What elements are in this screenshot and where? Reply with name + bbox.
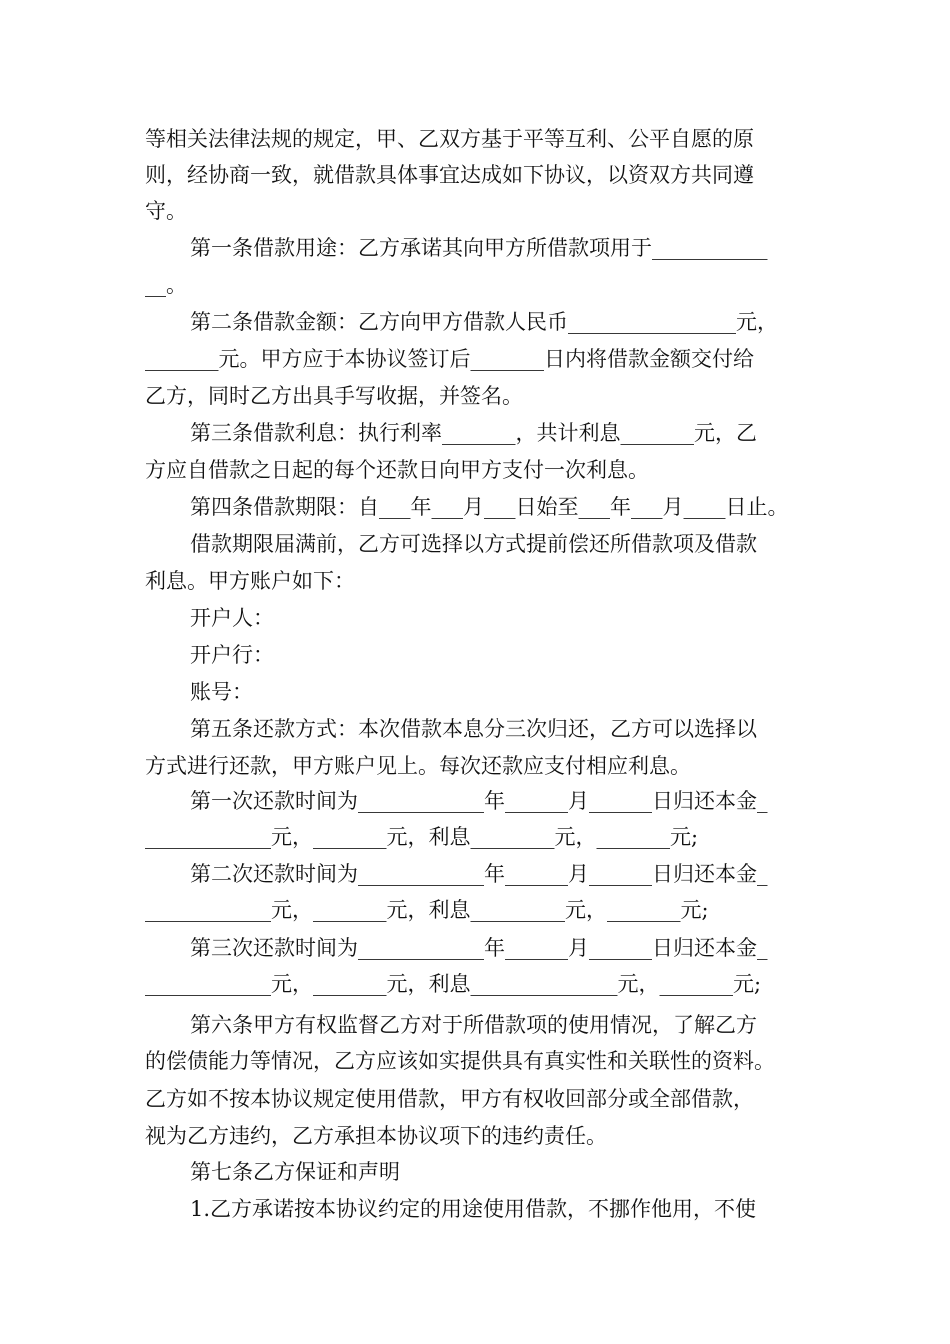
text-line: _______元。甲方应于本协议签订后_______日内将借款金额交付给 bbox=[145, 347, 754, 371]
text-line: 第一条借款用途：乙方承诺其向甲方所借款项用于___________ bbox=[190, 236, 768, 260]
text-line: 乙方如不按本协议规定使用借款，甲方有权收回部分或全部借款， bbox=[145, 1087, 754, 1111]
text-line: 第二次还款时间为____________年______月______日归还本金_ bbox=[190, 862, 768, 886]
text-line: 第七条乙方保证和声明 bbox=[190, 1160, 400, 1184]
text-line: 第四条借款期限：自___年___月___日始至___年___月____日止。 bbox=[190, 495, 789, 519]
text-line: ____________元，_______元，利息_________元，_______元; bbox=[145, 898, 709, 922]
text-line: 第二条借款金额：乙方向甲方借款人民币________________元， bbox=[190, 310, 778, 334]
text-line: 守。 bbox=[145, 199, 187, 223]
text-line: 的偿债能力等情况，乙方应该如实提供具有真实性和关联性的资料。 bbox=[145, 1049, 775, 1073]
text-line: 开户行： bbox=[190, 643, 274, 667]
text-line: 乙方，同时乙方出具手写收据，并签名。 bbox=[145, 384, 523, 408]
text-line: __。 bbox=[145, 273, 187, 297]
text-line: 方式进行还款，甲方账户见上。每次还款应支付相应利息。 bbox=[145, 754, 691, 778]
text-line: 第六条甲方有权监督乙方对于所借款项的使用情况，了解乙方 bbox=[190, 1013, 757, 1037]
text-line: 借款期限届满前，乙方可选择以方式提前偿还所借款项及借款 bbox=[190, 532, 757, 556]
text-line: 第三条借款利息：执行利率_______，共计利息_______元，乙 bbox=[190, 421, 757, 445]
text-line: 方应自借款之日起的每个还款日向甲方支付一次利息。 bbox=[145, 458, 649, 482]
text-line: 1.乙方承诺按本协议约定的用途使用借款，不挪作他用，不使 bbox=[190, 1197, 757, 1221]
text-line: 开户人： bbox=[190, 606, 274, 630]
text-line: 利息。甲方账户如下： bbox=[145, 569, 355, 593]
text-line: 等相关法律法规的规定，甲、乙双方基于平等互利、公平自愿的原 bbox=[145, 127, 754, 151]
text-line: ____________元，_______元，利息______________元，_______元; bbox=[145, 972, 762, 996]
text-line: 第一次还款时间为____________年______月______日归还本金_ bbox=[190, 789, 768, 813]
text-line: 账号： bbox=[190, 680, 253, 704]
text-line: 则，经协商一致，就借款具体事宜达成如下协议，以资双方共同遵 bbox=[145, 163, 754, 187]
text-line: ____________元，_______元，利息________元，_______元; bbox=[145, 825, 699, 849]
text-line: 第三次还款时间为____________年______月______日归还本金_ bbox=[190, 936, 768, 960]
text-line: 第五条还款方式：本次借款本息分三次归还，乙方可以选择以 bbox=[190, 717, 757, 741]
text-line: 视为乙方违约，乙方承担本协议项下的违约责任。 bbox=[145, 1124, 607, 1148]
